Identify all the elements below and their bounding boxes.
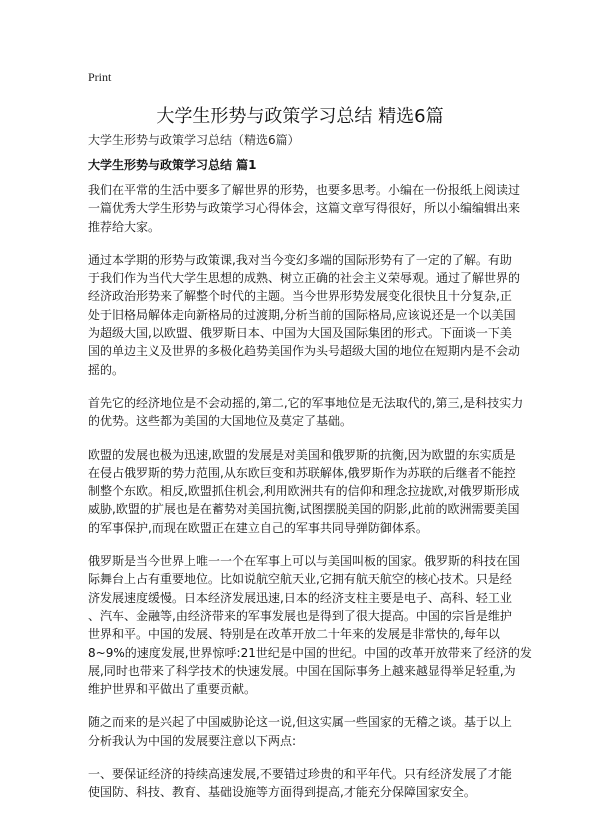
paragraph xyxy=(88,181,538,236)
paragraph-line: 摇的。 xyxy=(88,362,125,377)
paragraph-line: 一篇优秀大学生形势与政策学习心得体会，这篇文章写得很好，所以小编编辑出来 xyxy=(88,201,521,216)
paragraph-line: 分析我认为中国的发展要注意以下两点: xyxy=(88,733,297,748)
paragraph-line: 威胁,欧盟的扩展也是在蓄势对美国抗衡,试图摆脱美国的阴影,此前的欧洲需要美国 xyxy=(88,502,520,517)
paragraph-line: 、汽车、金融等,由经济带来的军事发展也是得到了很大提高。中国的宗旨是维护 xyxy=(88,608,512,623)
paragraph xyxy=(88,394,538,431)
section-heading: 大学生形势与政策学习总结 篇1 xyxy=(88,158,257,172)
paragraph-line: 我们在平常的生活中要多了解世界的形势，也要多思考。小编在一份报纸上阅读过 xyxy=(88,183,521,197)
paragraph xyxy=(88,552,538,698)
paragraph-line: 际舞台上占有重要地位。比如说航空航天业,它拥有航天航空的核心技术。只是经 xyxy=(88,572,512,587)
paragraph xyxy=(88,765,538,802)
paragraph-line: 为超级大国,以欧盟、俄罗斯日本、中国为大国及国际集团的形式。下面谈一下美 xyxy=(88,326,512,341)
paragraph-line: 国的单边主义及世界的多极化趋势美国作为头号超级大国的地位在短期内是不会动 xyxy=(88,344,521,359)
paragraph-line: 于我们作为当代大学生思想的成熟、树立正确的社会主义荣辱观。通过了解世界的 xyxy=(88,271,521,286)
paragraph xyxy=(88,713,538,750)
paragraph-line: 推荐给大家。 xyxy=(88,219,161,234)
paragraph-line: 的军事保护,而现在欧盟正在建立自己的军事共同导弹防御体系。 xyxy=(88,520,428,535)
paragraph-line: 一、要保证经济的持续高速发展,不要错过珍贵的和平年代。只有经济发展了才能 xyxy=(88,767,512,782)
document-subtitle: 大学生形势与政策学习总结（精选6篇） xyxy=(88,133,300,147)
paragraph-line: 首先它的经济地位是不会动摇的,第二,它的军事地位是无法取代的,第三,是科技实力 xyxy=(88,395,524,410)
paragraph-line: 8~9%的速度发展,世界惊呼:21世纪是中国的世纪。中国的改革开放带来了经济的发 xyxy=(88,645,532,660)
print-link[interactable]: Print xyxy=(88,70,112,84)
paragraph-line: 随之而来的是兴起了中国威胁论这一说,但这实属一些国家的无稽之谈。基于以上 xyxy=(88,715,512,730)
paragraph-line: 世界和平。中国的发展、特别是在改革开放二十年来的发展是非常快的,每年以 xyxy=(88,627,500,642)
paragraph-line: 经济政治形势来了解整个时代的主题。当今世界形势发展变化很快且十分复杂,正 xyxy=(88,289,512,304)
paragraph xyxy=(88,251,538,379)
paragraph-line: 展,同时也带来了科学技术的快速发展。中国在国际事务上越来越显得举足轻重,为 xyxy=(88,663,516,678)
paragraph-line: 使国防、科技、教育、基础设施等方面得到提高,才能充分保障国家安全。 xyxy=(88,785,476,800)
paragraph-line: 的优势。这些都为美国的大国地位及莫定了基础。 xyxy=(88,414,353,429)
paragraph-line: 制整个东欧。相反,欧盟抓住机会,利用欧洲共有的信仰和理念拉拢欧,对俄罗斯形成 xyxy=(88,484,520,499)
paragraph-line: 在侵占俄罗斯的势力范围,从东欧巨变和苏联解体,俄罗斯作为苏联的后继者不能控 xyxy=(88,465,516,480)
paragraph xyxy=(88,446,538,537)
paragraph-line: 济发展速度缓慢。日本经济发展迅速,日本的经济支柱主要是电子、高科、轻工业 xyxy=(88,590,512,605)
article-body xyxy=(88,181,538,817)
page-title: 大学生形势与政策学习总结 精选6篇 xyxy=(156,106,444,127)
paragraph-line: 通过本学期的形势与政策课,我对当今变幻多端的国际形势有了一定的了解。有助 xyxy=(88,252,512,267)
paragraph-line: 维护世界和平做出了重要贡献。 xyxy=(88,682,257,697)
paragraph-line: 俄罗斯是当今世界上唯一一个在军事上可以与美国叫板的国家。俄罗斯的科技在国 xyxy=(88,554,521,569)
paragraph-line: 处于旧格局解体走向新格局的过渡期,分析当前的国际格局,应该说还是一个以美国 xyxy=(88,307,516,322)
paragraph-line: 欧盟的发展也极为迅速,欧盟的发展是对美国和俄罗斯的抗衡,因为欧盟的东实质是 xyxy=(88,447,516,462)
